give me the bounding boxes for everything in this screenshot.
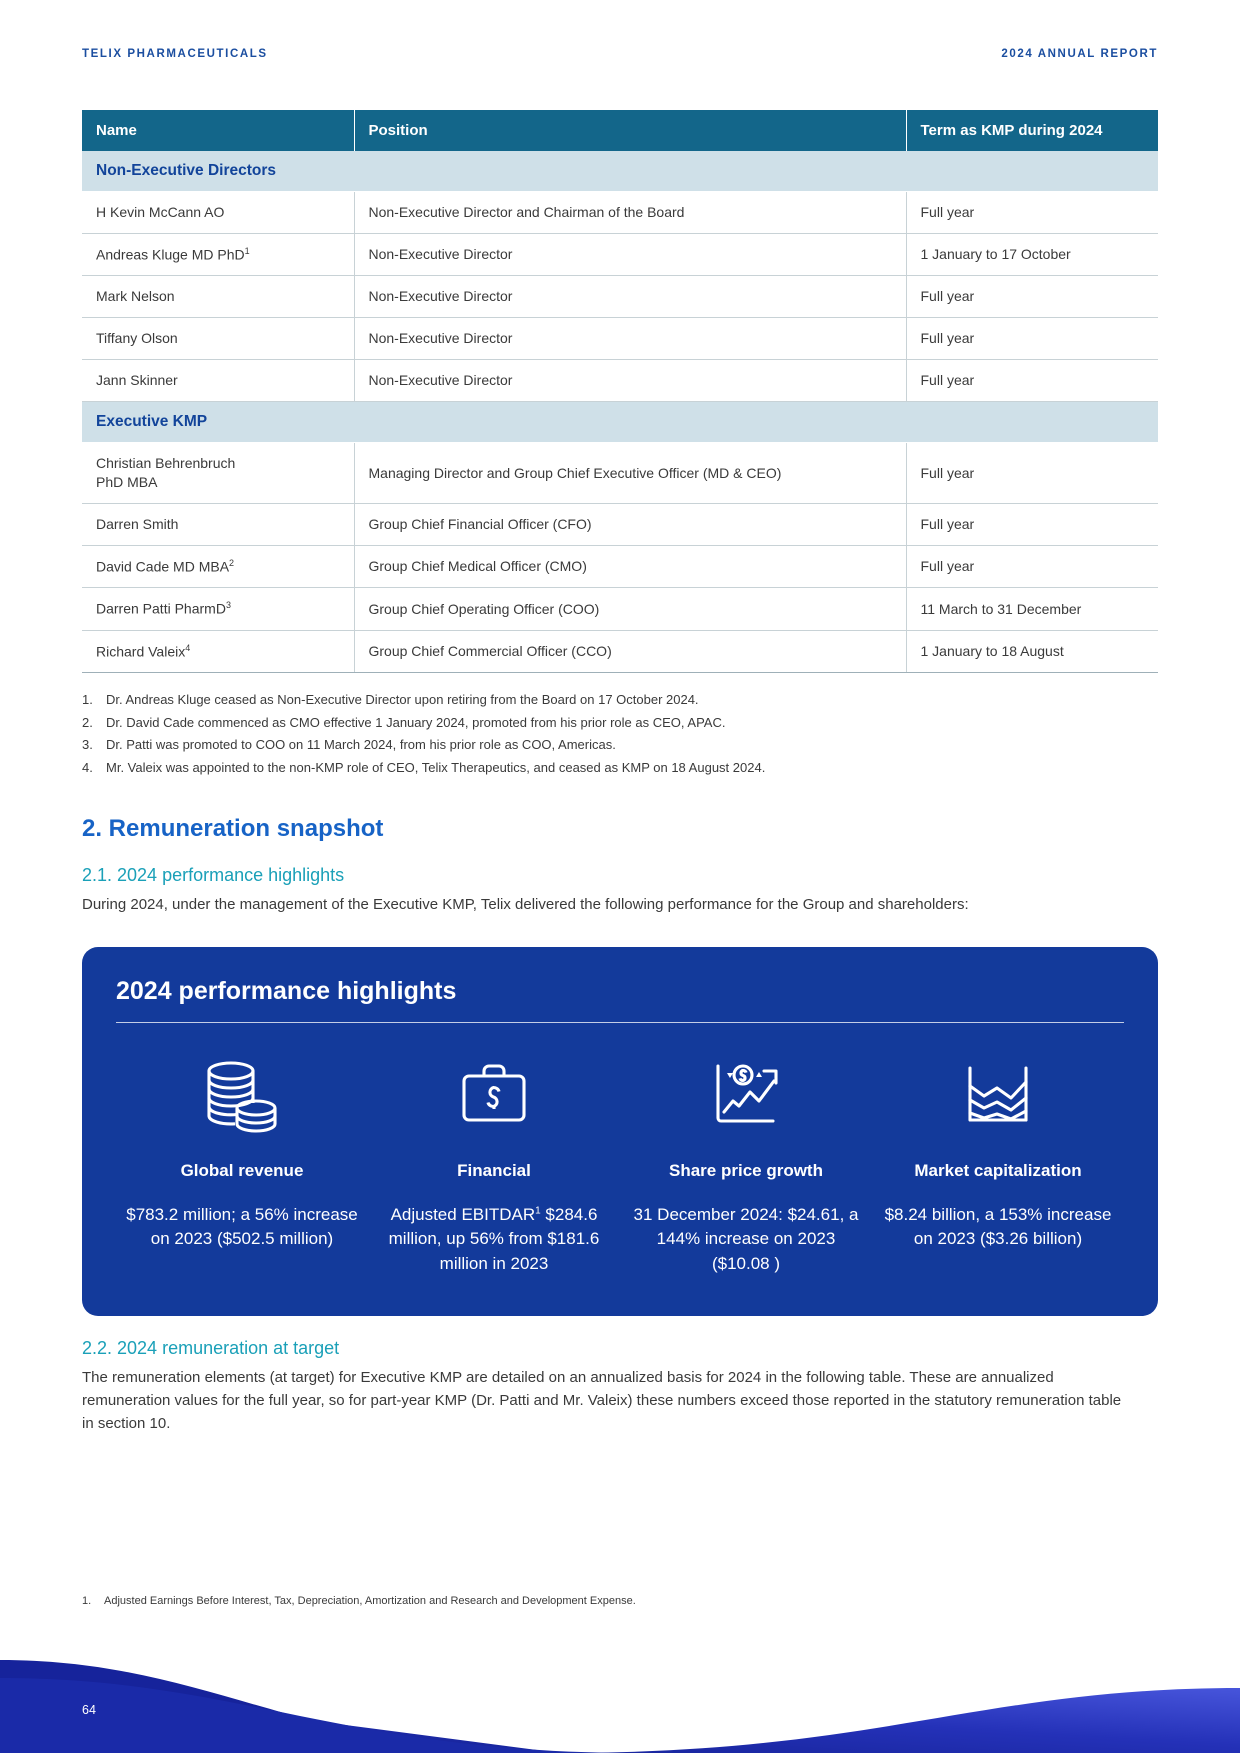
cell-name: Christian Behrenbruch PhD MBA	[82, 443, 354, 504]
footnote-number: 1.	[82, 692, 93, 708]
running-header-left: TELIX PHARMACEUTICALS	[82, 48, 268, 60]
page-footnote-text: Adjusted Earnings Before Interest, Tax, Depreciation, Amortization and Research and Development Expense.	[104, 1595, 636, 1607]
stat-global-revenue	[116, 1053, 368, 1276]
panel-divider	[116, 1022, 1124, 1023]
footer-wave	[0, 1618, 1240, 1753]
stat-label: Financial	[457, 1160, 531, 1180]
cell-term: Full year	[906, 318, 1158, 360]
stat-market-capitalization	[872, 1053, 1124, 1276]
cell-term: Full year	[906, 545, 1158, 588]
page-footnote	[82, 1595, 1082, 1607]
subsection-2-2-heading: 2.2. 2024 remuneration at target	[82, 1338, 340, 1359]
cell-position: Group Chief Financial Officer (CFO)	[354, 503, 906, 545]
page-number: 64	[82, 1703, 96, 1717]
footnote-marker: 2	[229, 557, 235, 568]
cell-name: Jann Skinner	[82, 360, 354, 402]
table-row	[82, 192, 1158, 234]
table-row	[82, 443, 1158, 504]
cell-position: Non-Executive Director	[354, 318, 906, 360]
cell-name: Richard Valeix$^4$	[82, 630, 354, 673]
kmp-table	[82, 110, 1158, 673]
stat-value: 31 December 2024: $24.61, a 144% increase on 2023 ($10.08 )	[633, 1204, 859, 1273]
subsection-2-1-body: During 2024, under the management of the Executive KMP, Telix delivered the following performance for the Group and shareholders:	[82, 895, 969, 913]
footnote-number: 2.	[82, 714, 93, 730]
table-row	[82, 318, 1158, 360]
cell-name: H Kevin McCann AO	[82, 192, 354, 234]
subsection-2-2-body: The remuneration elements (at target) for Executive KMP are detailed on an annualized basis for 2024 in the following table. These are annualized remuneration values for the full year, so for part-year KMP (Dr. Patti and Mr. Valeix) these numbers exceed those reported in the statutory remuneration table in section 10.	[82, 1369, 1122, 1432]
cell-term: 1 January to 18 August	[906, 630, 1158, 673]
stat-share-price-growth	[620, 1053, 872, 1276]
stat-label: Share price growth	[669, 1160, 823, 1180]
table-row	[82, 630, 1158, 673]
stat-value-footnote-marker: 1	[535, 1205, 541, 1216]
table-row	[82, 276, 1158, 318]
performance-highlights-panel	[82, 947, 1158, 1316]
table-group-row	[82, 402, 1158, 443]
cell-term: Full year	[906, 360, 1158, 402]
footnote-item: 2. Dr. David Cade commenced as CMO effective 1 January 2024, promoted from his prior role as CEO, APAC.	[82, 712, 1158, 734]
cell-position: Group Chief Commercial Officer (CCO)	[354, 630, 906, 673]
coin-stack-icon	[124, 1053, 360, 1139]
cell-name: David Cade MD MBA$^2$	[82, 545, 354, 588]
footnote-marker: 3	[225, 600, 231, 611]
footnote-item: 4. Mr. Valeix was appointed to the non-KMP role of CEO, Telix Therapeutics, and ceased as KMP on 18 August 2024.	[82, 757, 1158, 779]
cell-term: 1 January to 17 October	[906, 233, 1158, 276]
cell-position: Managing Director and Group Chief Executive Officer (MD & CEO)	[354, 443, 906, 504]
table-row	[82, 233, 1158, 276]
stat-label: Market capitalization	[914, 1160, 1082, 1180]
subsection-2-1-heading: 2.1. 2024 performance highlights	[82, 864, 345, 885]
kmp-table-body	[82, 151, 1158, 673]
table-group-label: Non-Executive Directors	[82, 151, 1158, 192]
page-content	[82, 110, 1158, 1435]
stat-value-rest: $284.6 million, up 56% from $181.6 million in 2023	[388, 1204, 600, 1273]
cell-name: Tiffany Olson	[82, 318, 354, 360]
table-row	[82, 360, 1158, 402]
cell-position: Group Chief Operating Officer (COO)	[354, 588, 906, 631]
page-footnote-number: 1.	[82, 1595, 92, 1607]
cell-name: Darren Patti PharmD$^3$	[82, 588, 354, 631]
stat-value	[376, 1203, 612, 1276]
table-row	[82, 545, 1158, 588]
panel-title: 2024 performance highlights	[116, 976, 457, 1005]
cell-name: Andreas Kluge MD PhD$^1$	[82, 233, 354, 276]
table-footnote-list	[82, 689, 1158, 778]
footnote-number: 3.	[82, 737, 93, 753]
column-header-term: Term as KMP during 2024	[906, 110, 1158, 151]
cell-term: Full year	[906, 276, 1158, 318]
running-header-right: 2024 ANNUAL REPORT	[1001, 48, 1158, 60]
table-row	[82, 503, 1158, 545]
table-group-row	[82, 151, 1158, 192]
column-header-name: Name	[82, 110, 354, 151]
table-row	[82, 588, 1158, 631]
briefcase-dollar-icon	[376, 1053, 612, 1139]
stat-financial	[368, 1053, 620, 1276]
stat-value: $8.24 billion, a 153% increase on 2023 ($3.26 billion)	[884, 1204, 1112, 1249]
stat-value: $783.2 million; a 56% increase on 2023 ($502.5 million)	[126, 1204, 358, 1249]
footnote-number: 4.	[82, 759, 93, 775]
cell-term: Full year	[906, 503, 1158, 545]
page-title: 2. Remuneration snapshot	[82, 814, 384, 842]
footnote-item: 3. Dr. Patti was promoted to COO on 11 March 2024, from his prior role as COO, Americas.	[82, 734, 1158, 756]
share-price-chart-icon	[628, 1053, 864, 1139]
stat-value-prefix: Adjusted EBITDAR	[390, 1204, 536, 1224]
cell-name: Mark Nelson	[82, 276, 354, 318]
cell-name: Darren Smith	[82, 503, 354, 545]
market-cap-chart-icon	[880, 1053, 1116, 1139]
stat-label: Global revenue	[180, 1160, 304, 1180]
cell-term: Full year	[906, 443, 1158, 504]
footnote-item: 1. Dr. Andreas Kluge ceased as Non-Executive Director upon retiring from the Board on 17 October 2024.	[82, 689, 1158, 711]
table-header-row	[82, 110, 1158, 151]
cell-position: Group Chief Medical Officer (CMO)	[354, 545, 906, 588]
cell-position: Non-Executive Director and Chairman of the Board	[354, 192, 906, 234]
footnote-marker: 4	[185, 642, 191, 653]
running-header	[82, 48, 1158, 60]
column-header-position: Position	[354, 110, 906, 151]
cell-term: 11 March to 31 December	[906, 588, 1158, 631]
panel-stats	[116, 1053, 1124, 1276]
table-group-label: Executive KMP	[82, 402, 1158, 443]
cell-position: Non-Executive Director	[354, 233, 906, 276]
cell-position: Non-Executive Director	[354, 360, 906, 402]
kmp-table-head	[82, 110, 1158, 151]
cell-term: Full year	[906, 192, 1158, 234]
cell-position: Non-Executive Director	[354, 276, 906, 318]
footnote-marker: 1	[244, 245, 250, 256]
